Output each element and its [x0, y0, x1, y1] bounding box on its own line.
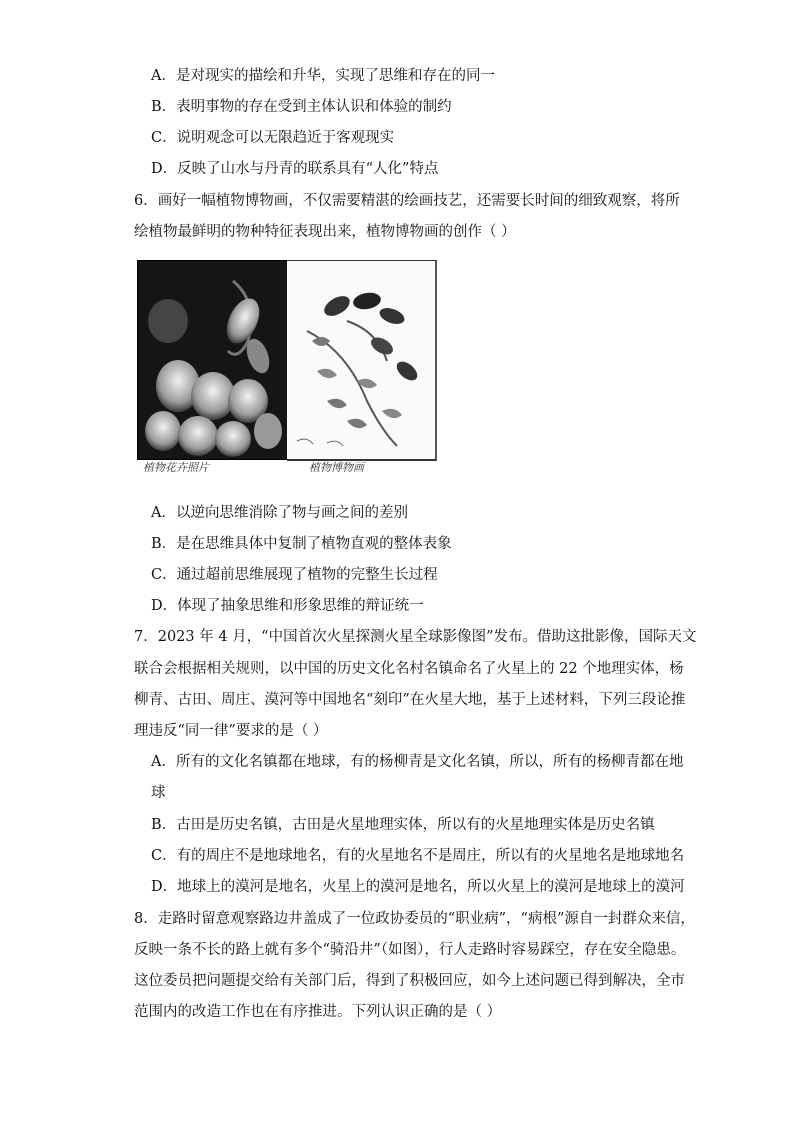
q5-option-d: D．反映了山水与丹青的联系具有“人化”特点 — [151, 161, 439, 177]
q8-line2: 反映一条不长的路上就有多个“骑沿井”（如图），行人走路时容易踩空，存在安全隐患。 — [134, 942, 686, 958]
q6-option-d: D．体现了抽象思维和形象思维的辩证统一 — [151, 598, 424, 614]
q7-stem-line3: 柳青、古田、周庄、漠河等中国地名“刻印”在火星大地，基于上述材料，下列三段论推 — [134, 692, 686, 708]
q8-line3: 这位委员把问题提交给有关部门后，得到了积极回应，如今上述问题已得到解决，全市 — [134, 973, 685, 989]
q5-option-a: A．是对现实的描绘和升华，实现了思维和存在的同一 — [151, 68, 495, 84]
caption-right: 植物博物画 — [309, 461, 364, 474]
q7-option-c: C．有的周庄不是地球地名，有的火星地名不是周庄，所以有的火星地名是地球地名 — [151, 848, 685, 864]
q5-option-c: C．说明观念可以无限趋近于客观现实 — [151, 130, 395, 146]
q6-figure — [137, 256, 437, 478]
q6-option-c: C．通过超前思维展现了植物的完整生长过程 — [151, 567, 438, 583]
q7-option-b: B．古田是历史名镇，古田是火星地理实体，所以有的火星地理实体是历史名镇 — [151, 817, 655, 833]
q8-line1: 8．走路时留意观察路边井盖成了一位政协委员的“职业病”，“病根”源自一封群众来信， — [134, 911, 695, 927]
q7-option-d: D．地球上的漠河是地名，火星上的漠河是地名，所以火星上的漠河是地球上的漠河 — [151, 879, 685, 895]
q6-option-a: A．以逆向思维消除了物与画之间的差别 — [151, 505, 408, 521]
flower-photo — [137, 260, 289, 460]
q7-stem-line1: 7．2023 年 4 月，“中国首次火星探测火星全球影像图”发布。借助这批影像，国际天文 — [134, 629, 697, 645]
q8-line4: 范围内的改造工作也在有序推进。下列认识正确的是（ ） — [134, 1004, 502, 1020]
q7-stem-line4: 理违反“同一律”要求的是（ ） — [134, 723, 328, 739]
q7-option-a-line2: 球 — [151, 785, 166, 801]
q5-option-b: B．表明事物的存在受到主体认识和体验的制约 — [151, 99, 452, 115]
q6-stem-line1: 6．画好一幅植物博物画，不仅需要精湛的绘画技艺，还需要长时间的细致观察，将所 — [134, 193, 680, 209]
q7-option-a-line1: A．所有的文化名镇都在地球，有的杨柳青是文化名镇，所以，所有的杨柳青都在地 — [151, 754, 684, 770]
q7-stem-line2: 联合会根据相关规则，以中国的历史文化名村名镇命名了火星上的 22 个地理实体，杨 — [134, 661, 684, 677]
q6-option-b: B．是在思维具体中复制了植物直观的整体表象 — [151, 536, 452, 552]
botanical-illustration — [287, 260, 437, 461]
caption-left: 植物花卉照片 — [143, 461, 209, 474]
q6-stem-line2: 绘植物最鲜明的物种特征表现出来，植物博物画的创作（ ） — [134, 224, 516, 240]
